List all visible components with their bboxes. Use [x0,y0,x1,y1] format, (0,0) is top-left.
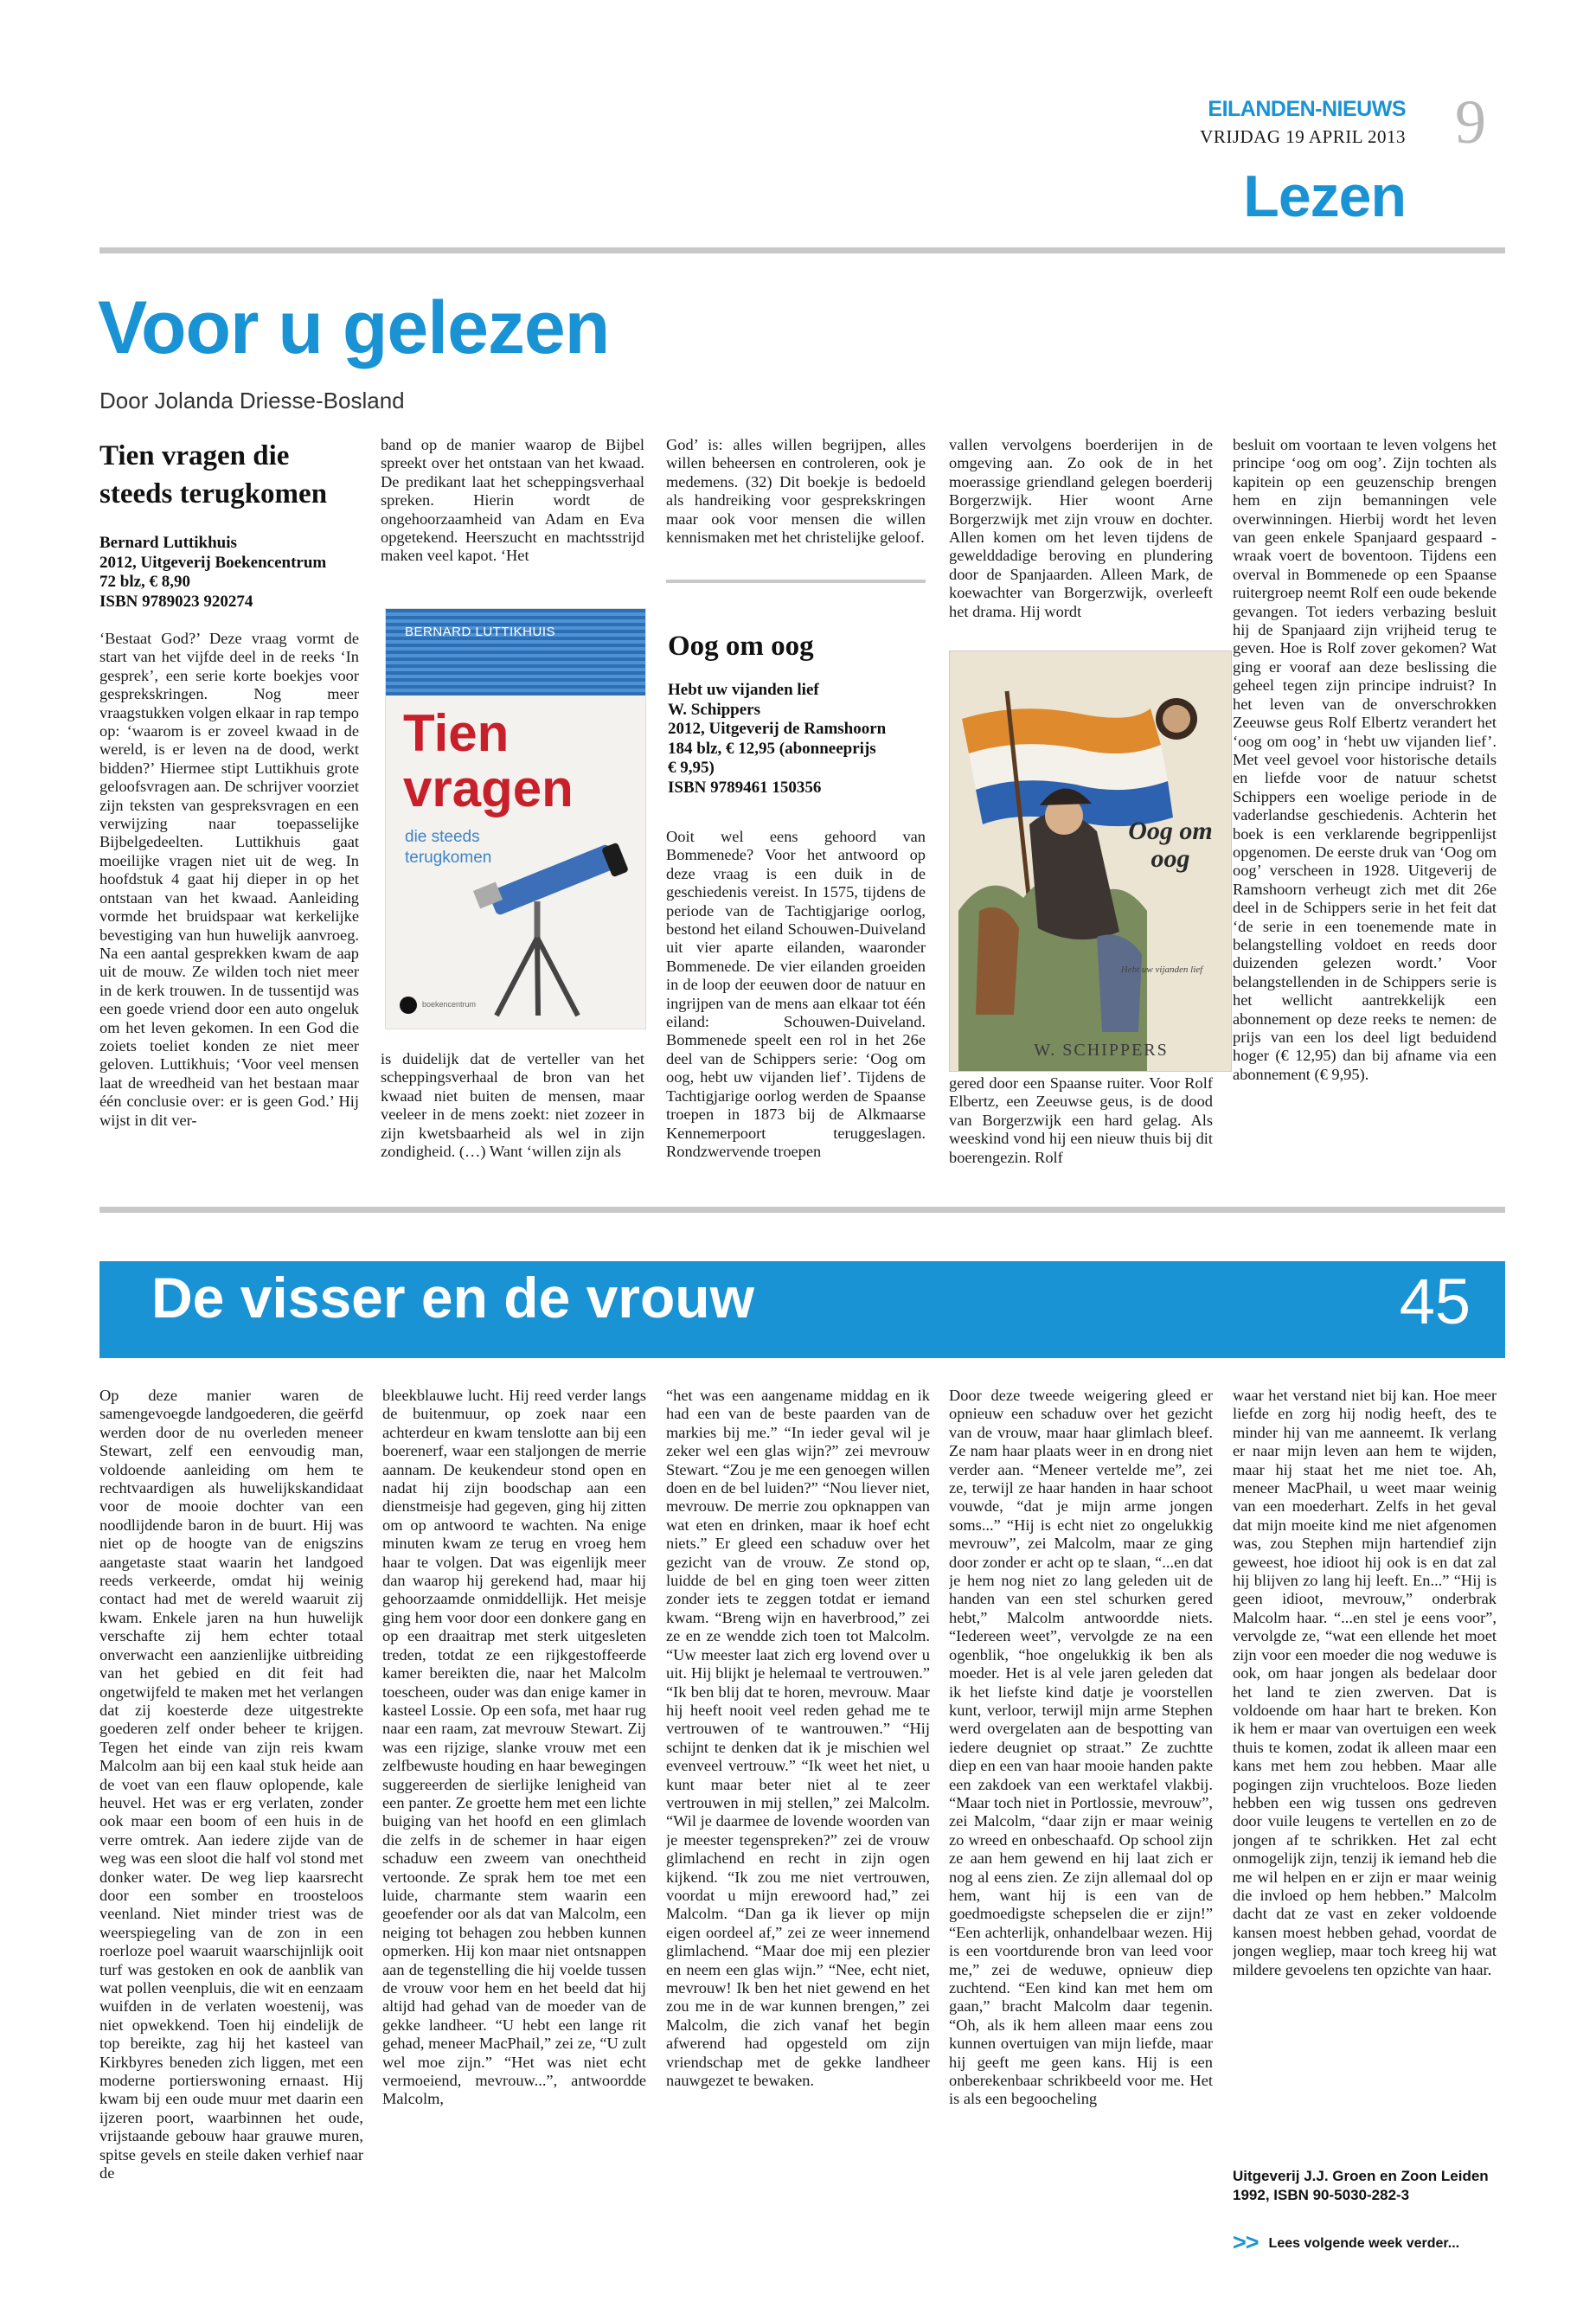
telescope-illustration [386,609,645,1029]
review-column-1 [99,630,359,1175]
cover2-title-2: oog [1151,844,1190,873]
double-chevron-icon: >> [1233,2229,1259,2255]
serial-column-1 [99,1387,363,2269]
book2-price-sub: € 9,95) [668,759,715,777]
serial-column-2 [382,1387,646,2269]
review-column-2-top [381,436,644,587]
book2-cover [949,651,1232,1072]
review-column-4-top [949,436,1213,644]
cover1-title-1: Tien [403,704,510,762]
book1-isbn: ISBN 9789023 920274 [99,592,253,611]
top-divider [99,247,1505,253]
serial-text-1: Op deze manier waren de samengevoegde landgoederen, die geërfd werden door de nu overleden meneer Stewart, zelf een eenvoudig man, voldoende aanleiding om hem te rechtvaardigen als huwelijkskandidaat voor de mooie dochter van een noodlijdende baron in de buurt. Hij was niet op de hoogte van de enigszins aangetaste staat waarin het landgoed reeds verkeerde, omdat hij weinig contact had met de wereld waaruit zij kwam. Enkele jaren na hun huwelijk verschafte zij hem echter totaal onverwacht een aanzienlijke uitbreiding van het gebied en dit feit had ongetwijfeld te maken met het verlangen dat zij koesterde deze uitgestrekte goederen zelf onder beheer te krijgen. Tegen het einde van zijn reis kwam Malcolm aan bij een kaal stuk heide aan de voet van een flauw oplopende, kale heuvel. Het was er erg verlaten, zonder ook maar een boom of een huis in de verre omtrek. Aan iedere zijde van de weg was een sloot die half vol stond met donker water. De weg liep kaarsrecht door een somber en troosteloos veenland. Niet minder triest was de weerspiegeling van de zon in een roerloze poel waaruit waarschijnlijk ooit turf was gestoken en ook de aanblik van wat pollen veenpluis, die wit en eenzaam wuifden in de verlaten woestenij, was niet opwekkend. Toen hij eindelijk de top bereikte, zag hij het kasteel van Kirkbyres beneden zich liggen, met een moderne portierswoning ernaast. Hij kwam bij een oude muur met daarin een ijzeren poort, waarbinnen het oude, vrijstaande gebouw haar grauwe muren, spitse gevels en steile daken verhief naar de [99,1387,363,2182]
book1-text-1: ‘Bestaat God?’ Deze vraag vormt de start van het vijfde deel in de reeks ‘In gesprek’, een serie korte boekjes voor gesprekskringen. Nog meer vraagstukken volgen elkaar in rap tempo op: ‘waarom is er zoveel kwaad in de wereld, is er leven na de dood, werkt bidden?’ Hiermee stipt Luttikhuis grote geloofsvragen aan. De schrijver voorziet zijn teksten van gespreksvragen en een verwijzing naar toepasselijke Bijbelgedeelten. Luttikhuis gaat moeilijke vragen niet uit de weg. In hoofdstuk 4 gaat hij dieper in op het ontstaan van het kwaad. Aanleiding vormde het bruidspaar wat kerkelijke bevestiging van hun huwelijk aanvroeg. Na een aantal gesprekken kwam de aap uit de mouw. Ze wilden toch niet meer in de kerk trouwen. In de tussentijd was een goede vriend door een auto ongeluk om het leven gekomen. In een God die zoiets toeliet konden ze niet meer geloven. Luttikhuis; ‘Voor veel mensen laat de wreedheid van het bestaan maar één conclusie over: er is geen God.’ Hij wijst in dit ver- [99,630,359,1129]
book1-cover [385,608,646,1029]
cover1-publisher-logo [400,997,417,1014]
review-byline: Door Jolanda Driesse-Bosland [99,388,405,413]
serial-episode: 45 [1399,1266,1471,1337]
cover1-subtitle-1: die steeds [405,828,480,846]
book2-price: 184 blz, € 12,95 (abonneeprijs [668,739,876,758]
cover1-subtitle-2: terugkomen [405,849,492,867]
book1-info [99,534,359,612]
book1-text-3: is duidelijk dat de verteller van het scheppingsverhaal de bron van het kwaad niet buiten de mensen, maar veeleer in de mens zoekt: niet zozeer in zijn kwetsbaarheid als wel in zijn zondigheid. (…) Want ‘willen zijn als [381,1050,644,1161]
review-title: Voor u gelezen [98,286,610,369]
section-title: Lezen [1243,163,1406,229]
review-column-2-bottom [381,1050,644,1180]
book2-author: W. Schippers [668,700,760,719]
book2-publisher: 2012, Uitgeverij de Ramshoorn [668,720,887,738]
serial-publisher-name: Uitgeverij J.J. Groen en Zoon Leiden [1233,2168,1489,2184]
serial-text-4: Door deze tweede weigering gleed er opnieuw een schaduw over het gezicht van de vrouw, maar haar glimlach bleef. Ze nam haar plaats weer in en drong niet verder aan. “Meneer vertelde me”, zei ze, terwijl ze haar handen in haar schoot vouwde, “dat je mijn arme jongen soms...” “Hij is echt niet zo ongelukkig mevrouw”, zei Malcolm, maar ze ging door zonder er acht op te slaan, “...en dat je hem nog niet zo lang geleden uit de handen van een stel schurken gered hebt,” Malcolm antwoordde niets. “Iedereen weet”, vervolgde ze na een ogenblik, “hoe ongelukkig ik ben als moeder. Het is al vele jaren geleden dat ik het liefste kind datje je voorstellen kunt, verloor, terwijl mijn arme Stephen werd overgelaten aan de bespotting van iedere deugniet op straat.” Ze zuchtte diep en een van haar mooie handen pakte een zakdoek van een werktafel vlakbij. “Maar toch niet in Portlossie, mevrouw”, zei Malcolm, “daar zijn er maar weinig zo wreed en onbeschaafd. Op school zijn ze aan hem gewend en hij laat zich er nog al eens zien. Ze zijn allemaal dol op hem, want hij is een van de goedmoedigste schepselen die er zijn!” “Een achterlijk, onhandelbaar wezen. Hij is een voortdurende bron van leed voor me,” zei de weduwe, opnieuw diep zuchtend. “Een kind kan met hem om gaan,” bracht Malcolm daar tegenin. “Oh, als ik hem alleen maar eens zou kunnen overtuigen van mijn liefde, maar hij geeft me geen kans. Hij is een onberekenbaar schrikbeeld voor me. Het is als een begoocheling [949,1387,1213,2108]
book2-header [668,627,927,798]
serial-column-4 [949,1387,1213,2269]
cover2-title-1: Oog om [1128,817,1213,845]
book2-isbn: ISBN 9789461 150356 [668,778,822,797]
book1-text-4: God’ is: alles willen begrijpen, alles willen beheersen en controleren, ook je medemens. (32) Dit boekje is bedoeld als handreiking voor gesprekskringen maar ook voor mensen die willen kennismaken met het christelijke geloof. [666,436,926,547]
book1-publisher: 2012, Uitgeverij Boekencentrum [99,553,327,572]
book1-header [99,437,359,612]
book-divider [666,580,926,583]
book2-heading: Oog om oog [668,631,814,662]
book1-price: 72 blz, € 8,90 [99,573,191,591]
book1-text-2: band op de manier waarop de Bijbel spreekt over het ontstaan van het kwaad. De predikant laat het scheppingsverhaal spreken. Hierin wordt de ongehoorzaamheid van Adam en Eva opgetekend. Heerszucht en machtsstrijd maken veel kapot. ‘Het [381,436,644,565]
serial-text-2: bleekblauwe lucht. Hij reed verder langs de buitenmuur, op zoek naar een achterdeur en kwam tenslotte aan bij een boerenerf, waar een staljongen de merrie aannam. De keukendeur stond open en nadat hij zijn boodschap aan een dienstmeisje had gegeven, ging hij zitten om op antwoord te wachten. Na enige minuten kwam ze terug en vroeg hem haar te volgen. Dat was eigenlijk meer dan waarop hij gerekend had, maar hij gehoorzaamde onmiddellijk. Het meisje ging hem voor door een donkere gang en op een draaitrap met sterk uitgesleten treden, totdat ze een rijkgestoffeerde kamer bereikten die, naar het Malcolm toescheen, ouder was dan enige kamer in kasteel Lossie. Op een sofa, met haar rug naar een raam, zat mevrouw Stewart. Zij was een rijzige, slanke vrouw met een zelfbewuste houding en haar bewegingen suggereerden de sierlijke lenigheid van een panter. Ze groette hem met een lichte buiging van het hoofd en een glimlach die zelfs in de schemer in haar eigen schaduw een zweem van onechtheid vertoonde. Ze sprak hem toe met een luide, charmante stem waarin een geoefender oor als dat van Malcolm, een neiging tot behagen zou hebben kunnen opmerken. Hij kon maar niet ontsnappen aan de tegenstelling die hij voelde tussen de vrouw voor hem en het beeld dat hij altijd had gehad van de moeder van de gekke landheer. “U hebt een lange rit gehad, meneer MacPhail,” zei ze, “U zult wel moe zijn.” “Het was niet echt vermoeiend, mevrouw...”, antwoordde Malcolm, [382,1387,646,2108]
cover1-author: BERNARD LUTTIKHUIS [405,625,556,639]
book2-text-3: gered door een Spaanse ruiter. Voor Rolf Elbertz, een Zeeuwse geus, is de dood van Borgerzwijk een hard gelag. Als weeskind vond hij een nieuw thuis bij dit boerengezin. Rolf [949,1074,1213,1166]
cover1-publisher: boekencentrum [422,1000,477,1009]
cover1-title-2: vragen [403,760,574,817]
serial-text-3: “het was een aangename middag en ik had een van de beste paarden van de markies bij me.” “In ieder geval wil je zeker wel een glas wijn?” zei mevrouw Stewart. “Zou je me een genoegen willen doen en de bel luiden?” “Nou liever niet, mevrouw. De merrie zou opknappen van wat eten en drinken, maar ik hoef echt niets.” Er gleed een schaduw over het gezicht van de vrouw. Ze stond op, luidde de bel en ging toen weer zitten zonder iets te zeggen totdat er iemand kwam. “Breng wijn en haverbrood,” zei ze en ze wendde zich toen tot Malcolm. “Uw meester laat zich erg lovend over u uit. Hij blijkt je helemaal te vertrouwen.” “Ik ben blij dat te horen, mevrouw. Maar hij heeft nooit veel reden gehad me te vertrouwen of te wantrouwen.” “Hij schijnt te denken dat ik je mischien wel evenveel vertrouw.” “Ik weet het niet, u kunt maar beter niet al te zeer vertrouwen in mij stellen,” zei Malcolm. “Wil je daarmee de lovende woorden van je meester tegenspreken?” zei de vrouw glimlachend en recht in zijn ogen kijkend. “Ik zou me niet vertrouwen, voordat u mijn erewoord had,” zei Malcolm. “Dan ga ik liever op mijn eigen oordeel af,” zei ze weer innemend glimlachend. “Maar doe mij een plezier en neem een glas wijn.” “Nee, echt niet, mevrouw! Ik ben het niet gewend en het zou me in de war kunnen brengen,” zei Malcolm, die zich vanaf het begin afwerend had opgesteld om zijn vriendschap met de gekke landheer nauwgezet te bewaken. [666,1387,930,2090]
review-column-5 [1233,436,1497,1182]
serial-column-3 [666,1387,930,2269]
book2-info [668,681,927,798]
page-number: 9 [1455,87,1486,157]
book2-text-2: vallen vervolgens boerderijen in de omgeving aan. Zo ook de in het moerassige griendland gelegen boerderij Borgerzwijk. Hier woont Arne Borgerzwijk met zijn vrouw en dochter. Allen komen om het leven tijdens de gewelddadige beroving en plundering door de Spanjaarden. Alleen Mark, de koewachter van Borgerzwijk, overleeft het drama. Hij wordt [949,436,1213,620]
continue-next-week [1233,2229,1509,2256]
serial-publisher [1233,2167,1509,2205]
review-column-3-top [666,436,926,574]
review-column-3-body [666,828,926,1183]
issue-date: VRIJDAG 19 APRIL 2013 [1200,126,1406,147]
serial-title: De visser en de vrouw [151,1266,754,1330]
serial-publisher-isbn: 1992, ISBN 90-5030-282-3 [1233,2187,1410,2203]
cover2-subtitle: Hebt uw vijanden lief [1120,965,1203,975]
middle-divider [99,1207,1505,1213]
review-column-4-bottom [949,1074,1213,1178]
continue-text: Lees volgende week verder... [1268,2236,1460,2251]
book1-heading: Tien vragen die steeds terugkomen [99,440,328,510]
masthead-logo: EILANDEN-NIEUWS [1208,97,1406,121]
book2-text-1: Ooit wel eens gehoord van Bommenede? Voor het antwoord op deze vraag is een duik in de geschiedenis vereist. In 1575, tijdens de periode van de Tachtigjarige oorlog, bestond het eiland Schouwen-Duiveland uit vier aparte eilanden, waaronder Bommenede. De vier eilanden groeiden in de loop der eeuwen door de natuur en ingrijpen van de mens aan elkaar tot één eiland: Schouwen-Duiveland. Bommenede speelt een rol in het 26e deel van de Schippers serie: ‘Oog om oog, hebt uw vijanden lief’. Tijdens de Tachtigjarige oorlog werden de Spaanse troepen in 1873 bij de Alkmaarse Kennemerpoort teruggeslagen. Rondzwervende troepen [666,828,926,1160]
serial-column-5 [1233,1387,1497,2148]
cover2-author: W. SCHIPPERS [1034,1041,1169,1060]
book2-text-4: besluit om voortaan te leven volgens het principe ‘oog om oog’. Zijn tochten als kapitein op een geuzenschip brengen hem en zijn bemanningen vele overwinningen. Hierbij wordt het leven van geen enkele Spanjaard gespaard - wraak voert de boventoon. Tijdens een overval in Bommenede op een Spaanse ruitergroep neemt Rolf een oude bekende gevangen. Tot ieders verbazing besluit hij de Spanjaard zijn vrijheid terug te geven. Hoe is Rolf zover gekomen? Wat ging er vooraf aan deze beslissing die geheel tegen zijn principe indruist? In het leven van de onverschrokken Zeeuwse geus Rolf Elbertz verandert het ‘oog om oog’ in ‘hebt uw vijanden lief’. Met veel gevoel voor historische details en liefde voor de natuur schetst Schippers een woelige periode in de vaderlandse geschiedenis. Achterin het boek is een verklarende begrippenlijst opgenomen. De eerste druk van ‘Oog om oog’ verscheen in 1928. Uitgeverij de Ramshoorn verheugt zich met dit 26e deel in de Schippers serie in het feit dat ‘de serie in een toenemende mate in belangstelling voldoet en reeds door duizenden gelezen wordt.’ Voor belangstellenden in de Schippers serie is het wellicht aantrekkelijk een abonnement op deze reeks te nemen: de prijs van een los deel ligt beduidend hoger (€ 12,95) dan bij afname via een abonnement (€ 9,95). [1233,436,1497,1083]
book1-author: Bernard Luttikhuis [99,534,237,552]
book2-subtitle: Hebt uw vijanden lief [668,681,819,699]
serial-text-5: waar het verstand niet bij kan. Hoe meer liefde en zorg hij nodig heeft, des te minder hij van me aanneemt. Ik verlang er naar mijn leven aan hem te wijden, maar hij staat het me niet toe. Ah, meneer MacPhail, u weet maar weinig van een moederhart. Zelfs in het geval dat mijn moeite kind me niet afgenomen was, zou Stephen mijn hartendief zijn geweest, hoe idioot hij ook is en dat zal hij blijven zo lang hij leeft. En...” “Hij is geen idioot, mevrouw,” onderbrak Malcolm haar. “...en stel je eens voor”, vervolgde ze, “wat een ellende het moet zijn voor een moeder die nog weduwe is ook, om haar jongen als bedelaar door het land te zien zwerven. Dat is voldoende om haar hart te breken. Kon ik hem er maar van overtuigen een week thuis te komen, zodat ik alleen maar een kans met hem zou hebben. Maar alle pogingen zijn vruchteloos. Boze lieden hebben een wig tussen ons gedreven door vuile leugens te vertellen en zo de jongen af te schrikken. Het zal echt onmogelijk zijn, tenzij ik iemand heb die me wil helpen en er zijn er maar weinig die invloed op hem hebben.” Malcolm dacht dat ze vast en zeker voldoende kansen moest hebben gehad, voordat de jongen wegliep, maar toch kreeg hij wat mildere gevoelens ten opzichte van haar. [1233,1387,1497,1978]
